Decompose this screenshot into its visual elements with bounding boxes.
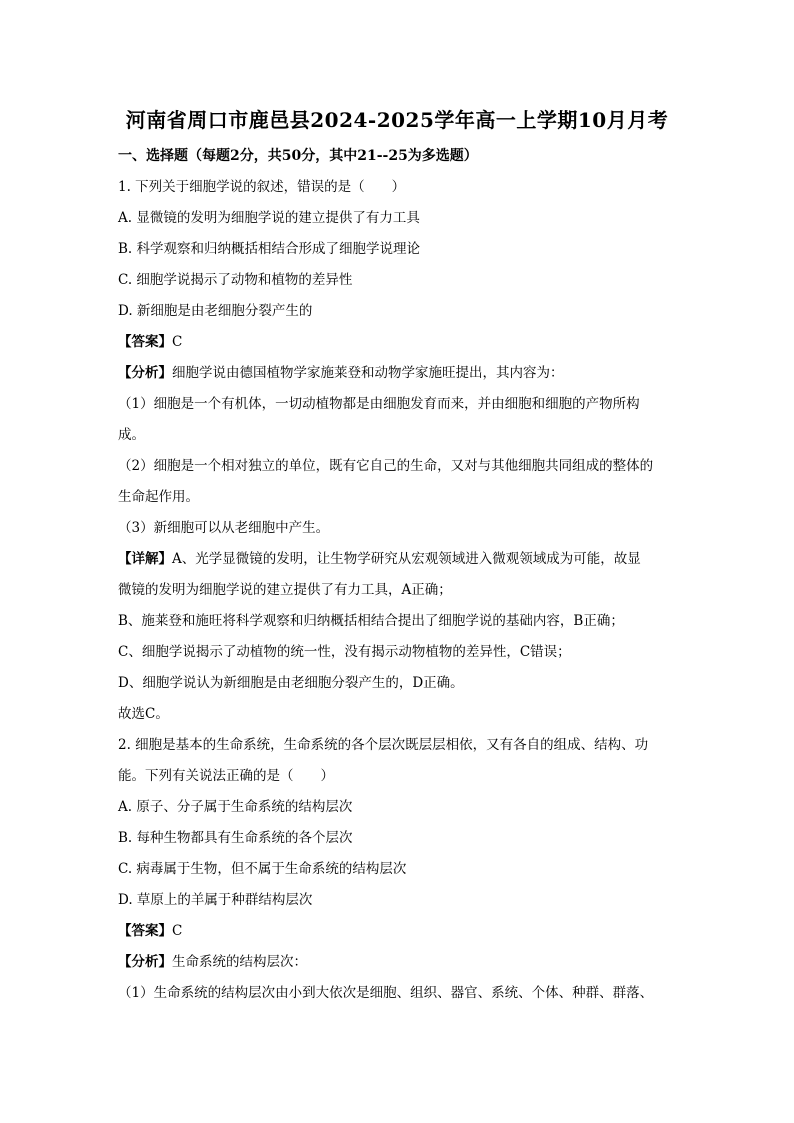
analysis-text: 成。 — [118, 427, 145, 443]
option-b: B. 科学观察和归纳概括相结合形成了细胞学说理论 — [118, 241, 421, 257]
option-c: C. 细胞学说揭示了动物和植物的差异性 — [118, 272, 353, 288]
detail-text: C、细胞学说揭示了动植物的统一性，没有揭示动物植物的差异性，C错误； — [118, 644, 571, 660]
question-stem: 1. 下列关于细胞学说的叙述，错误的是（ ） — [118, 179, 406, 195]
option-a: A. 原子、分子属于生命系统的结构层次 — [118, 799, 353, 815]
conclusion-text: 故选C。 — [118, 706, 169, 722]
analysis-text: 细胞学说由德国植物学家施莱登和动物学家施旺提出，其内容为： — [172, 365, 564, 381]
detail-text: A、光学显微镜的发明，让生物学研究从宏观领域进入微观领域成为可能，故显 — [172, 551, 641, 567]
analysis-tag: 【分析】 — [118, 954, 172, 970]
answer-value: C — [172, 334, 183, 350]
detail-tag: 【详解】 — [118, 551, 172, 567]
question-2 — [118, 735, 678, 1014]
section-heading: 一、选择题（每题2分，共50分，其中21--25为多选题） — [118, 148, 478, 164]
analysis-text: （1）细胞是一个有机体，一切动植物都是由细胞发育而来，并由细胞和细胞的产物所构 — [118, 396, 640, 412]
analysis-text: 生命起作用。 — [118, 489, 199, 505]
option-b: B. 每种生物都具有生命系统的各个层次 — [118, 830, 353, 846]
analysis-line — [118, 952, 678, 983]
answer-line — [118, 332, 678, 363]
detail-text: B、施莱登和施旺将科学观察和归纳概括相结合提出了细胞学说的基础内容，B正确； — [118, 613, 624, 629]
option-c: C. 病毒属于生物，但不属于生命系统的结构层次 — [118, 861, 407, 877]
answer-tag: 【答案】 — [118, 923, 172, 939]
detail-line — [118, 549, 678, 580]
detail-text: 微镜的发明为细胞学说的建立提供了有力工具，A正确； — [118, 582, 452, 598]
analysis-text: （3）新细胞可以从老细胞中产生。 — [118, 520, 330, 536]
answer-value: C — [172, 923, 183, 939]
analysis-line — [118, 363, 678, 394]
analysis-tag: 【分析】 — [118, 365, 172, 381]
question-1 — [118, 177, 678, 735]
answer-line — [118, 921, 678, 952]
answer-tag: 【答案】 — [118, 334, 172, 350]
analysis-text: （1）生命系统的结构层次由小到大依次是细胞、组织、器官、系统、个体、种群、群落、 — [118, 985, 654, 1001]
question-stem: 能。下列有关说法正确的是（ ） — [118, 768, 334, 784]
document-body — [118, 146, 678, 1014]
option-a: A. 显微镜的发明为细胞学说的建立提供了有力工具 — [118, 210, 420, 226]
analysis-text: （2）细胞是一个相对独立的单位，既有它自己的生命，又对与其他细胞共同组成的整体的 — [118, 458, 654, 474]
document-title: 河南省周口市鹿邑县2024-2025学年高一上学期10月月考 — [125, 108, 669, 132]
option-d: D. 新细胞是由老细胞分裂产生的 — [118, 303, 313, 319]
question-stem: 2. 细胞是基本的生命系统，生命系统的各个层次既层层相依，又有各自的组成、结构、功 — [118, 737, 649, 753]
analysis-text: 生命系统的结构层次： — [172, 954, 307, 970]
detail-text: D、细胞学说认为新细胞是由老细胞分裂产生的，D正确。 — [118, 675, 464, 691]
option-d: D. 草原上的羊属于种群结构层次 — [118, 892, 313, 908]
